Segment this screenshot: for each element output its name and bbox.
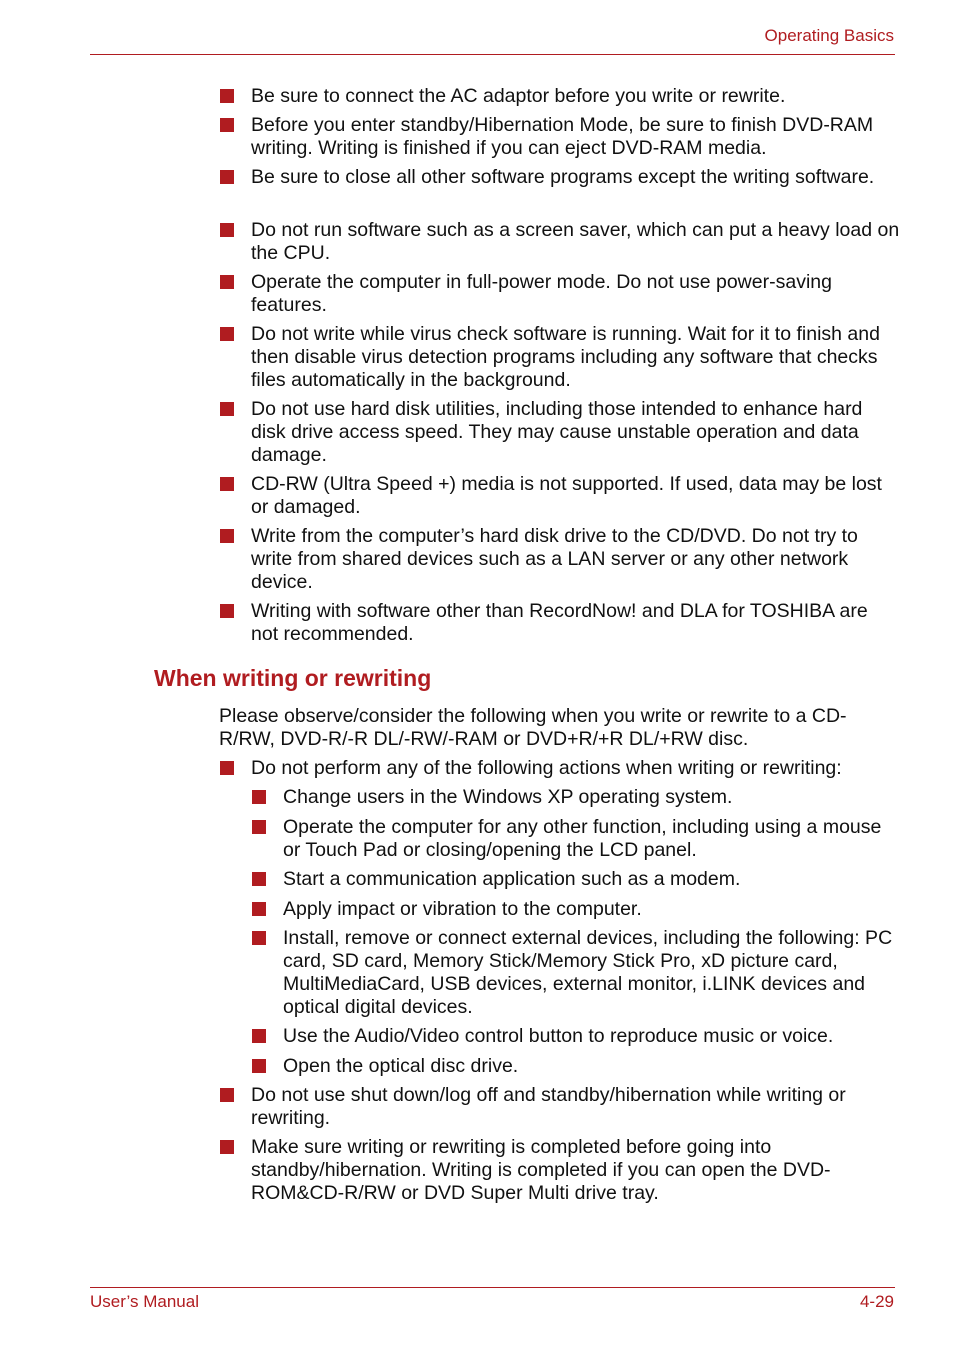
square-bullet-icon <box>220 118 234 132</box>
square-bullet-icon <box>220 761 234 775</box>
square-bullet-icon <box>220 529 234 543</box>
square-bullet-icon <box>252 1059 266 1073</box>
square-bullet-icon <box>220 1140 234 1154</box>
square-bullet-icon <box>252 820 266 834</box>
header-rule <box>90 54 895 55</box>
square-bullet-icon <box>220 275 234 289</box>
square-bullet-icon <box>220 402 234 416</box>
square-bullet-icon <box>252 902 266 916</box>
square-bullet-icon <box>220 477 234 491</box>
square-bullet-icon <box>252 1029 266 1043</box>
footer-rule <box>90 1287 895 1288</box>
page-number: 4-29 <box>859 1292 894 1311</box>
square-bullet-icon <box>220 170 234 184</box>
section-intro: Please observe/consider the following when you write or rewrite to a CD-R/RW, DVD-R/-R DL/-RW/-RAM or DVD+R/+R DL/+RW disc. <box>219 705 847 750</box>
header-section-title: Operating Basics <box>764 26 894 45</box>
square-bullet-icon <box>220 89 234 103</box>
square-bullet-icon <box>220 327 234 341</box>
square-bullet-icon <box>252 790 266 804</box>
square-bullet-icon <box>220 604 234 618</box>
footer-manual-title: User’s Manual <box>90 1292 199 1311</box>
section-heading: When writing or rewriting <box>154 665 432 691</box>
square-bullet-icon <box>252 931 266 945</box>
square-bullet-icon <box>252 872 266 886</box>
square-bullet-icon <box>220 1088 234 1102</box>
square-bullet-icon <box>220 223 234 237</box>
